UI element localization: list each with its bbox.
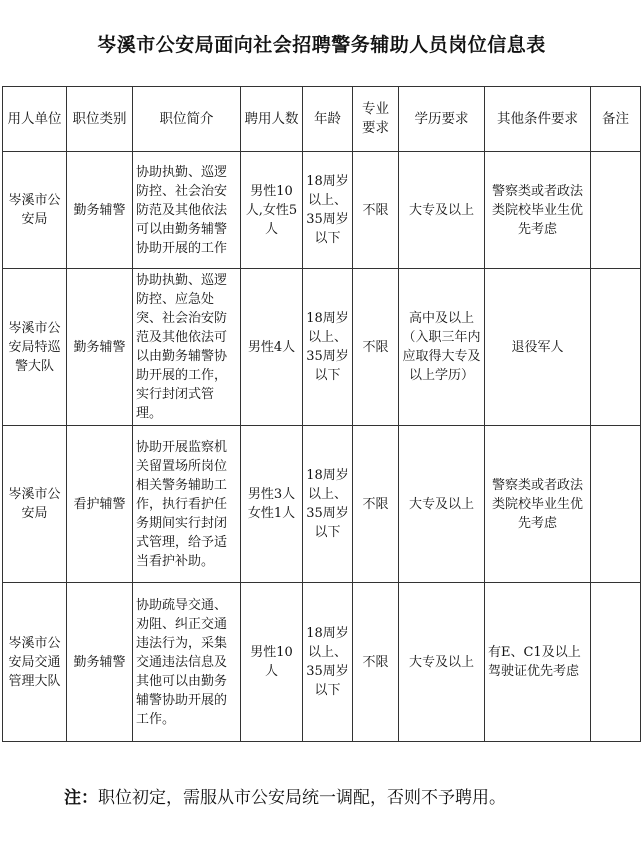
header-other: 其他条件要求	[485, 87, 591, 152]
cell-unit: 岑溪市公安局交通管理大队	[3, 583, 67, 742]
cell-desc: 协助疏导交通、劝阻、纠正交通违法行为，采集交通违法信息及其他可以由勤务辅警协助开展的工作。	[133, 583, 241, 742]
cell-edu: 大专及以上	[399, 583, 485, 742]
cell-count: 男性3人女性1人	[241, 426, 303, 583]
footnote-label: 注：	[64, 788, 98, 808]
footnote	[24, 782, 604, 814]
cell-major: 不限	[353, 269, 399, 426]
cell-other: 警察类或者政法类院校毕业生优先考虑	[485, 426, 591, 583]
cell-desc: 协助执勤、巡逻防控、社会治安防范及其他依法可以由勤务辅警协助开展的工作	[133, 152, 241, 269]
cell-major: 不限	[353, 583, 399, 742]
header-desc: 职位简介	[133, 87, 241, 152]
page-title: 岑溪市公安局面向社会招聘警务辅助人员岗位信息表	[97, 34, 546, 56]
cell-category: 勤务辅警	[67, 269, 133, 426]
header-count: 聘用人数	[241, 87, 303, 152]
cell-desc: 协助执勤、巡逻防控、应急处突、社会治安防范及其他依法可以由勤务辅警协助开展的工作，实行封闭式管理。	[133, 269, 241, 426]
cell-category: 勤务辅警	[67, 152, 133, 269]
header-unit: 用人单位	[3, 87, 67, 152]
cell-other: 有E、C1及以上驾驶证优先考虑	[485, 583, 591, 742]
table-row	[3, 269, 641, 426]
table-row	[3, 426, 641, 583]
cell-remark	[591, 426, 641, 583]
cell-count: 男性4人	[241, 269, 303, 426]
cell-major: 不限	[353, 426, 399, 583]
cell-unit: 岑溪市公安局特巡警大队	[3, 269, 67, 426]
cell-unit: 岑溪市公安局	[3, 152, 67, 269]
header-row	[3, 87, 641, 152]
header-age: 年龄	[303, 87, 353, 152]
cell-major: 不限	[353, 152, 399, 269]
footnote-text: 职位初定，需服从市公安局统一调配，否则不予聘用。	[98, 788, 506, 808]
cell-count: 男性10人,女性5人	[241, 152, 303, 269]
header-edu: 学历要求	[399, 87, 485, 152]
positions-table	[2, 86, 641, 742]
cell-remark	[591, 269, 641, 426]
cell-desc: 协助开展监察机关留置场所岗位相关警务辅助工作，执行看护任务期间实行封闭式管理，给予适当看护补助。	[133, 426, 241, 583]
cell-age: 18周岁以上、35周岁以下	[303, 269, 353, 426]
cell-category: 看护辅警	[67, 426, 133, 583]
cell-edu: 高中及以上（入职三年内应取得大专及以上学历）	[399, 269, 485, 426]
header-category: 职位类别	[67, 87, 133, 152]
cell-age: 18周岁以上、35周岁以下	[303, 152, 353, 269]
cell-age: 18周岁以上、35周岁以下	[303, 426, 353, 583]
cell-unit: 岑溪市公安局	[3, 426, 67, 583]
cell-count: 男性10人	[241, 583, 303, 742]
table-row	[3, 583, 641, 742]
cell-remark	[591, 152, 641, 269]
cell-other: 警察类或者政法类院校毕业生优先考虑	[485, 152, 591, 269]
table-row	[3, 152, 641, 269]
cell-category: 勤务辅警	[67, 583, 133, 742]
cell-other: 退役军人	[485, 269, 591, 426]
cell-edu: 大专及以上	[399, 426, 485, 583]
cell-edu: 大专及以上	[399, 152, 485, 269]
header-major: 专业要求	[353, 87, 399, 152]
cell-remark	[591, 583, 641, 742]
header-remark: 备注	[591, 87, 641, 152]
cell-age: 18周岁以上、35周岁以下	[303, 583, 353, 742]
